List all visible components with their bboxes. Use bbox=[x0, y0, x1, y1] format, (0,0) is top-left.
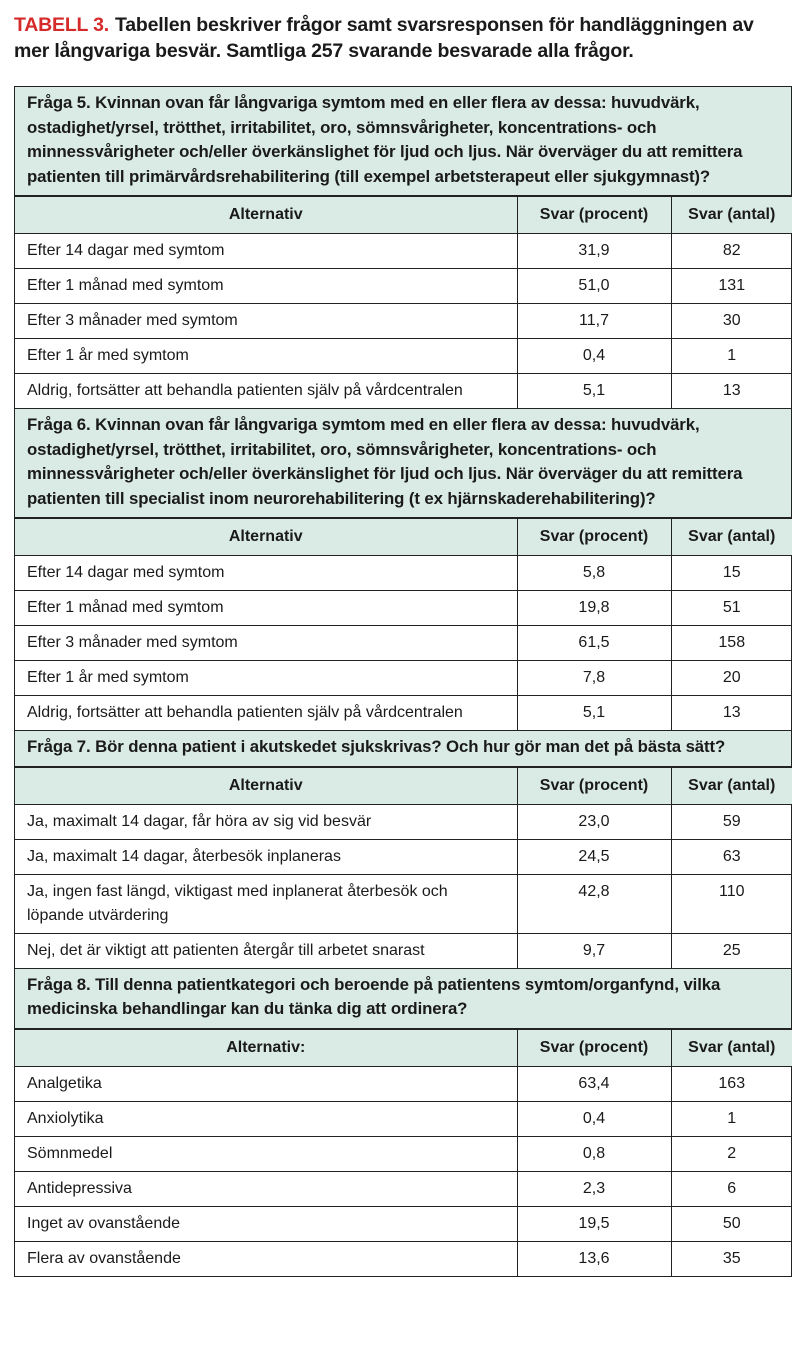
percent-cell: 51,0 bbox=[517, 269, 671, 304]
count-cell: 50 bbox=[671, 1206, 792, 1241]
percent-cell: 19,5 bbox=[517, 1206, 671, 1241]
survey-table bbox=[14, 86, 792, 1277]
alternative-cell: Inget av ovanstående bbox=[15, 1206, 517, 1241]
caption-label: TABELL 3. bbox=[14, 14, 109, 36]
question-text: Fråga 5. Kvinnan ovan får långvariga symtom med en eller flera av dessa: huvudvärk, ostadighet/yrsel, trötthet, irritabilitet, oro, sömnsvårigheter, koncentrations- och minnessvårigheter och/eller överkänslighet för ljud och ljus. När överväger du att remittera patienten till primärvårdsrehabilitering (till exempel arbetsterapeut eller sjukgymnast)? bbox=[15, 87, 791, 196]
count-cell: 82 bbox=[671, 234, 792, 269]
table-row bbox=[15, 1206, 792, 1241]
column-header-alternative: Alternativ bbox=[15, 519, 517, 556]
question-text: Fråga 6. Kvinnan ovan får långvariga symtom med en eller flera av dessa: huvudvärk, ostadighet/yrsel, trötthet, irritabilitet, oro, sömnsvårigheter, koncentrations- och minnessvårigheter och/eller överkänslighet för ljud och ljus. När överväger du att remittera patienten till specialist inom neurorehabilitering (t ex hjärnskaderehabilitering)? bbox=[15, 409, 791, 518]
question-section bbox=[15, 409, 791, 731]
header-row bbox=[15, 767, 792, 804]
percent-cell: 13,6 bbox=[517, 1241, 671, 1276]
percent-cell: 42,8 bbox=[517, 874, 671, 933]
count-cell: 158 bbox=[671, 626, 792, 661]
alternative-cell: Ja, maximalt 14 dagar, återbesök inplaneras bbox=[15, 839, 517, 874]
table-row bbox=[15, 804, 792, 839]
column-header-percent: Svar (procent) bbox=[517, 767, 671, 804]
table-row bbox=[15, 1171, 792, 1206]
alternative-cell: Sömnmedel bbox=[15, 1136, 517, 1171]
count-cell: 35 bbox=[671, 1241, 792, 1276]
table-row bbox=[15, 626, 792, 661]
percent-cell: 0,8 bbox=[517, 1136, 671, 1171]
percent-cell: 5,1 bbox=[517, 696, 671, 731]
alternative-cell: Efter 3 månader med symtom bbox=[15, 304, 517, 339]
caption-text: Tabellen beskriver frågor samt svarsresponsen för handläggningen av mer långvariga besvär. Samtliga 257 svarande besvarade alla frågor. bbox=[14, 14, 754, 62]
count-cell: 63 bbox=[671, 839, 792, 874]
column-header-alternative: Alternativ bbox=[15, 767, 517, 804]
table-row bbox=[15, 234, 792, 269]
header-row bbox=[15, 197, 792, 234]
column-header-count: Svar (antal) bbox=[671, 519, 792, 556]
alternative-cell: Efter 3 månader med symtom bbox=[15, 626, 517, 661]
table-row bbox=[15, 1136, 792, 1171]
question-section bbox=[15, 969, 791, 1276]
percent-cell: 19,8 bbox=[517, 591, 671, 626]
percent-cell: 31,9 bbox=[517, 234, 671, 269]
question-section bbox=[15, 87, 791, 409]
table-row bbox=[15, 1066, 792, 1101]
alternative-cell: Efter 1 månad med symtom bbox=[15, 591, 517, 626]
table-caption bbox=[0, 0, 800, 76]
table-row bbox=[15, 339, 792, 374]
answer-table bbox=[15, 518, 792, 731]
table-row bbox=[15, 933, 792, 968]
percent-cell: 61,5 bbox=[517, 626, 671, 661]
alternative-cell: Anxiolytika bbox=[15, 1101, 517, 1136]
alternative-cell: Aldrig, fortsätter att behandla patienten själv på vårdcentralen bbox=[15, 374, 517, 409]
percent-cell: 0,4 bbox=[517, 1101, 671, 1136]
alternative-cell: Efter 1 år med symtom bbox=[15, 661, 517, 696]
table-row bbox=[15, 839, 792, 874]
count-cell: 15 bbox=[671, 556, 792, 591]
column-header-count: Svar (antal) bbox=[671, 197, 792, 234]
count-cell: 51 bbox=[671, 591, 792, 626]
column-header-alternative: Alternativ bbox=[15, 197, 517, 234]
alternative-cell: Efter 1 år med symtom bbox=[15, 339, 517, 374]
percent-cell: 7,8 bbox=[517, 661, 671, 696]
column-header-percent: Svar (procent) bbox=[517, 197, 671, 234]
count-cell: 163 bbox=[671, 1066, 792, 1101]
alternative-cell: Efter 14 dagar med symtom bbox=[15, 234, 517, 269]
alternative-cell: Efter 14 dagar med symtom bbox=[15, 556, 517, 591]
alternative-cell: Analgetika bbox=[15, 1066, 517, 1101]
alternative-cell: Ja, maximalt 14 dagar, får höra av sig vid besvär bbox=[15, 804, 517, 839]
alternative-cell: Flera av ovanstående bbox=[15, 1241, 517, 1276]
answer-table bbox=[15, 767, 792, 969]
alternative-cell: Nej, det är viktigt att patienten återgår till arbetet snarast bbox=[15, 933, 517, 968]
count-cell: 13 bbox=[671, 374, 792, 409]
alternative-cell: Antidepressiva bbox=[15, 1171, 517, 1206]
table-row bbox=[15, 591, 792, 626]
percent-cell: 11,7 bbox=[517, 304, 671, 339]
percent-cell: 5,8 bbox=[517, 556, 671, 591]
alternative-cell: Aldrig, fortsätter att behandla patienten själv på vårdcentralen bbox=[15, 696, 517, 731]
count-cell: 1 bbox=[671, 339, 792, 374]
count-cell: 6 bbox=[671, 1171, 792, 1206]
percent-cell: 2,3 bbox=[517, 1171, 671, 1206]
count-cell: 30 bbox=[671, 304, 792, 339]
column-header-percent: Svar (procent) bbox=[517, 1029, 671, 1066]
table-row bbox=[15, 696, 792, 731]
count-cell: 25 bbox=[671, 933, 792, 968]
percent-cell: 24,5 bbox=[517, 839, 671, 874]
percent-cell: 9,7 bbox=[517, 933, 671, 968]
column-header-alternative: Alternativ: bbox=[15, 1029, 517, 1066]
table-row bbox=[15, 874, 792, 933]
table-row bbox=[15, 374, 792, 409]
column-header-count: Svar (antal) bbox=[671, 767, 792, 804]
percent-cell: 63,4 bbox=[517, 1066, 671, 1101]
answer-table bbox=[15, 1029, 792, 1276]
header-row bbox=[15, 519, 792, 556]
column-header-count: Svar (antal) bbox=[671, 1029, 792, 1066]
question-section bbox=[15, 731, 791, 969]
count-cell: 13 bbox=[671, 696, 792, 731]
table-row bbox=[15, 1101, 792, 1136]
alternative-cell: Ja, ingen fast längd, viktigast med inplanerat återbesök och löpande utvärdering bbox=[15, 874, 517, 933]
count-cell: 110 bbox=[671, 874, 792, 933]
count-cell: 59 bbox=[671, 804, 792, 839]
percent-cell: 5,1 bbox=[517, 374, 671, 409]
table-row bbox=[15, 556, 792, 591]
question-text: Fråga 7. Bör denna patient i akutskedet sjukskrivas? Och hur gör man det på bästa sätt? bbox=[15, 731, 791, 767]
column-header-percent: Svar (procent) bbox=[517, 519, 671, 556]
percent-cell: 0,4 bbox=[517, 339, 671, 374]
table-row bbox=[15, 269, 792, 304]
count-cell: 1 bbox=[671, 1101, 792, 1136]
table-row bbox=[15, 1241, 792, 1276]
count-cell: 20 bbox=[671, 661, 792, 696]
table-row bbox=[15, 304, 792, 339]
count-cell: 2 bbox=[671, 1136, 792, 1171]
answer-table bbox=[15, 196, 792, 409]
question-text: Fråga 8. Till denna patientkategori och beroende på patientens symtom/organfynd, vilka medicinska behandlingar kan du tänka dig att ordinera? bbox=[15, 969, 791, 1029]
alternative-cell: Efter 1 månad med symtom bbox=[15, 269, 517, 304]
header-row bbox=[15, 1029, 792, 1066]
count-cell: 131 bbox=[671, 269, 792, 304]
table-row bbox=[15, 661, 792, 696]
percent-cell: 23,0 bbox=[517, 804, 671, 839]
